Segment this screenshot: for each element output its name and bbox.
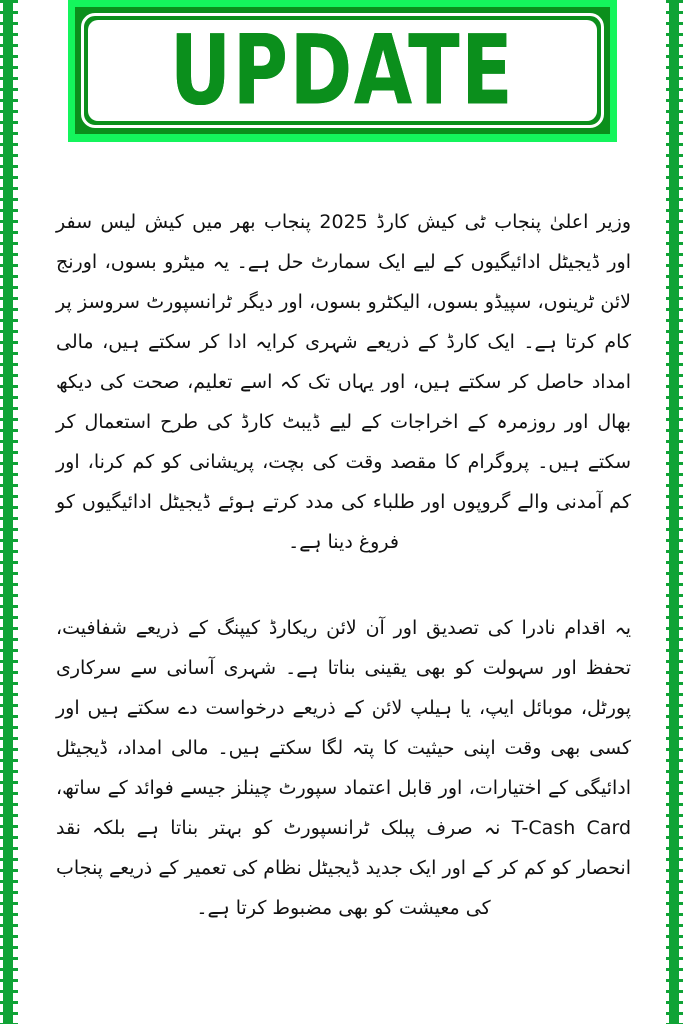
banner-stamp-field: [88, 13, 597, 127]
right-border-ticks: [678, 0, 683, 1024]
update-stamp-text: UPDATE: [170, 13, 515, 127]
article-paragraph-1: وزیر اعلیٰ پنجاب ٹی کیش کارڈ 2025 پنجاب بھر میں کیش لیس سفر اور ڈیجیٹل ادائیگیوں کے لیے ایک سمارٹ حل ہے۔ یہ میٹرو بسوں، اورنج لائن ٹرینوں، سپیڈو بسوں، الیکٹرو بسوں، اور دیگر ٹرانسپورٹ سروسز پر کام کرتا ہے۔ ایک کارڈ کے ذریعے شہری کرایہ ادا کر سکتے ہیں، مالی امداد حاصل کر سکتے ہیں، اور یہاں تک کہ اسے تعلیم، صحت کی دیکھ بھال اور روزمرہ کے اخراجات کے لیے ڈیبٹ کارڈ کی طرح استعمال کر سکتے ہیں۔ پروگرام کا مقصد وقت کی بچت، پریشانی کو کم کرنا، اور کم آمدنی والے گروپوں اور طلباء کی مدد کرتے ہوئے ڈیجیٹل ادائیگیوں کو فروغ دینا ہے۔: [56, 211, 631, 553]
banner-stamp-frame: [75, 7, 610, 134]
update-banner: [68, 0, 617, 142]
left-decorative-border: [3, 0, 13, 1024]
article-paragraph-2: یہ اقدام نادرا کی تصدیق اور آن لائن ریکارڈ کیپنگ کے ذریعے شفافیت، تحفظ اور سہولت کو بھی یقینی بناتا ہے۔ شہری آسانی سے سرکاری پورٹل، موبائل ایپ، یا ہیلپ لائن کے ذریعے درخواست دے سکتے ہیں اور کسی بھی وقت اپنی حیثیت کا پتہ لگا سکتے ہیں۔ مالی امداد، ڈیجیٹل ادائیگی کے اختیارات، اور قابل اعتماد سپورٹ چینلز جیسے فوائد کے ساتھ، T-Cash Card نہ صرف پبلک ٹرانسپورٹ کو بہتر بناتا ہے بلکہ نقد انحصار کو کم کر کے اور ایک جدید ڈیجیٹل نظام کی تعمیر کے ذریعے پنجاب کی معیشت کو بھی مضبوط کرتا ہے۔: [56, 617, 632, 919]
left-border-ticks: [13, 0, 18, 1024]
article-body: [56, 202, 631, 974]
